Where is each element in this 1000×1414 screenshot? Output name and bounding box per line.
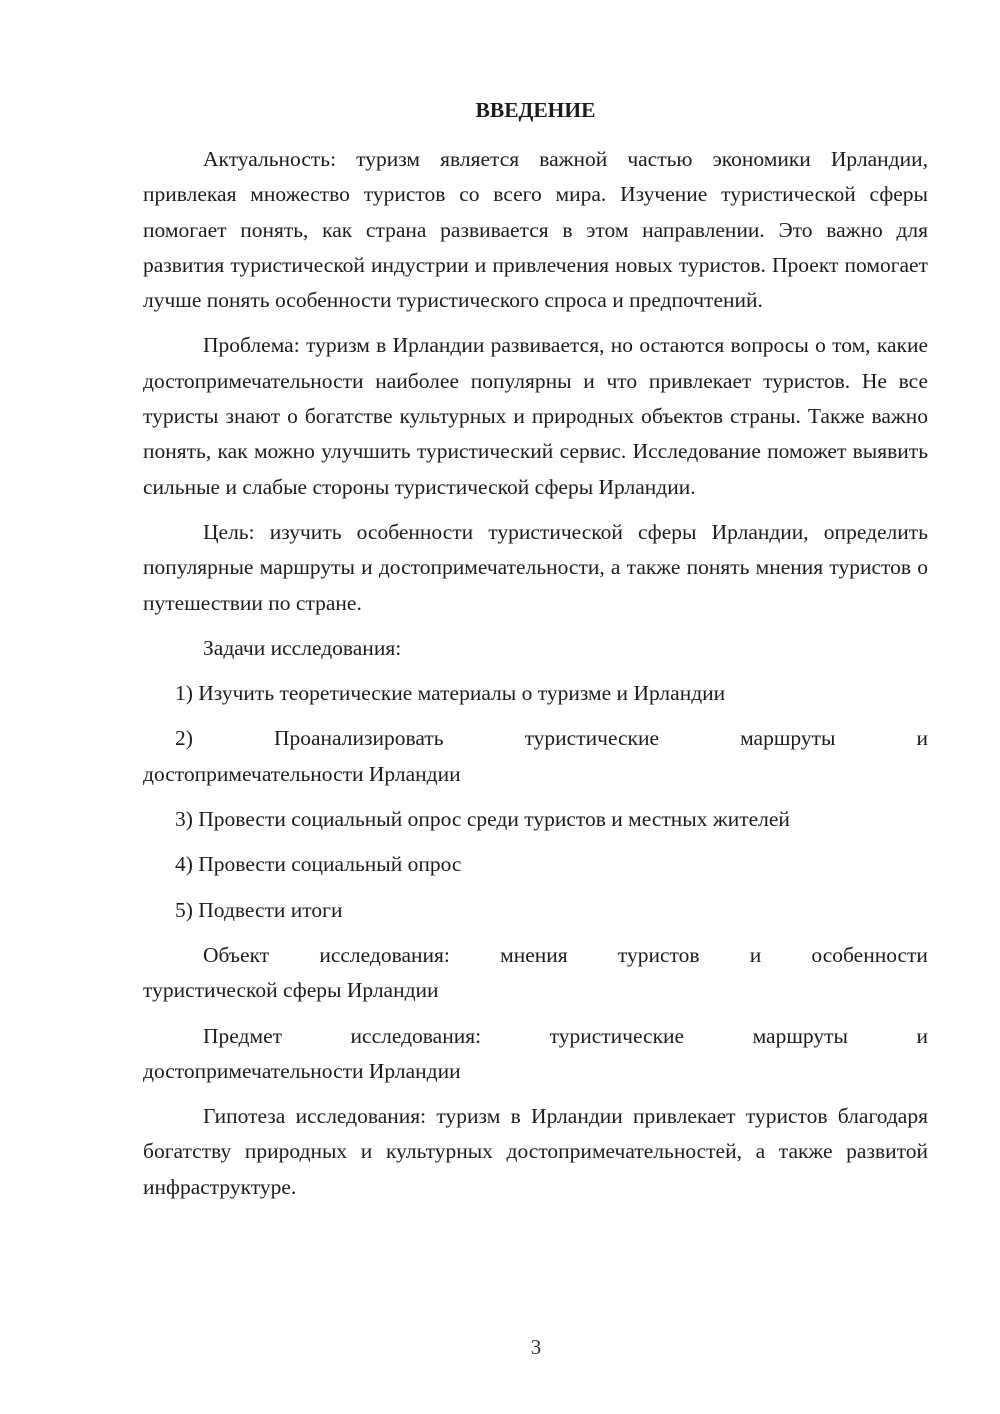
task-item-2-word: и bbox=[916, 726, 928, 751]
object-continuation: туристической сферы Ирландии bbox=[143, 978, 439, 1003]
page-content bbox=[143, 95, 928, 1215]
object-line bbox=[143, 938, 928, 973]
task-item-2-word: маршруты bbox=[740, 726, 836, 751]
object-word: и bbox=[749, 942, 762, 967]
page-title: ВВЕДЕНИЕ bbox=[475, 98, 596, 122]
object-paragraph bbox=[143, 938, 928, 1009]
relevance-paragraph: Актуальность: туризм является важной частью экономики Ирландии, привлекая множество туристов со всего мира. Изучение туристической сферы помогает понять, как страна развивается в этом направлении. Это важно для развития туристической индустрии и привлечения новых туристов. Проект помогает лучше понять особенности туристического спроса и предпочтений. bbox=[143, 147, 928, 313]
hypothesis-paragraph: Гипотеза исследования: туризм в Ирландии привлекает туристов благодаря богатству природных и культурных достопримечательностей, а также развитой инфраструктуре. bbox=[143, 1104, 928, 1199]
task-item-1: 1) Изучить теоретические материалы о туризме и Ирландии bbox=[175, 681, 726, 706]
page-number: 3 bbox=[530, 1335, 542, 1359]
subject-word: туристические bbox=[549, 1023, 685, 1048]
task-item-2-word: туристические bbox=[524, 726, 660, 751]
object-word: исследования: bbox=[319, 942, 450, 967]
task-item-2-word: 2) bbox=[175, 726, 193, 751]
goal-paragraph: Цель: изучить особенности туристической сферы Ирландии, определить популярные маршруты и достопримечательности, а также понять мнения туристов о путешествии по стране. bbox=[143, 519, 928, 615]
task-item-5: 5) Подвести итоги bbox=[175, 897, 343, 922]
subject-continuation: достопримечательности Ирландии bbox=[143, 1058, 461, 1083]
tasks-heading: Задачи исследования: bbox=[203, 635, 402, 660]
object-word: особенности bbox=[811, 942, 928, 967]
task-item-2-line bbox=[143, 721, 928, 756]
object-word: Объект bbox=[203, 942, 270, 967]
problem-paragraph: Проблема: туризм в Ирландии развивается, но остаются вопросы о том, какие достопримечательности наиболее популярны и что привлекает туристов. Не все туристы знают о богатстве культурных и природных объектов страны. Также важно понять, как можно улучшить туристический сервис. Исследование поможет выявить сильные и слабые стороны туристической сферы Ирландии. bbox=[143, 333, 928, 499]
task-item-2 bbox=[143, 721, 928, 792]
task-item-2-continuation: достопримечательности Ирландии bbox=[143, 761, 461, 786]
subject-paragraph bbox=[143, 1019, 928, 1090]
task-item-4: 4) Провести социальный опрос bbox=[175, 852, 462, 877]
task-item-3: 3) Провести социальный опрос среди туристов и местных жителей bbox=[175, 807, 790, 832]
subject-word: Предмет bbox=[203, 1023, 283, 1048]
object-word: мнения bbox=[500, 942, 568, 967]
object-word: туристов bbox=[617, 942, 700, 967]
task-item-2-word: Проанализировать bbox=[273, 726, 444, 751]
subject-word: исследования: bbox=[350, 1023, 482, 1048]
subject-word: маршруты bbox=[752, 1023, 848, 1048]
subject-word: и bbox=[916, 1023, 928, 1048]
subject-line bbox=[143, 1019, 928, 1054]
